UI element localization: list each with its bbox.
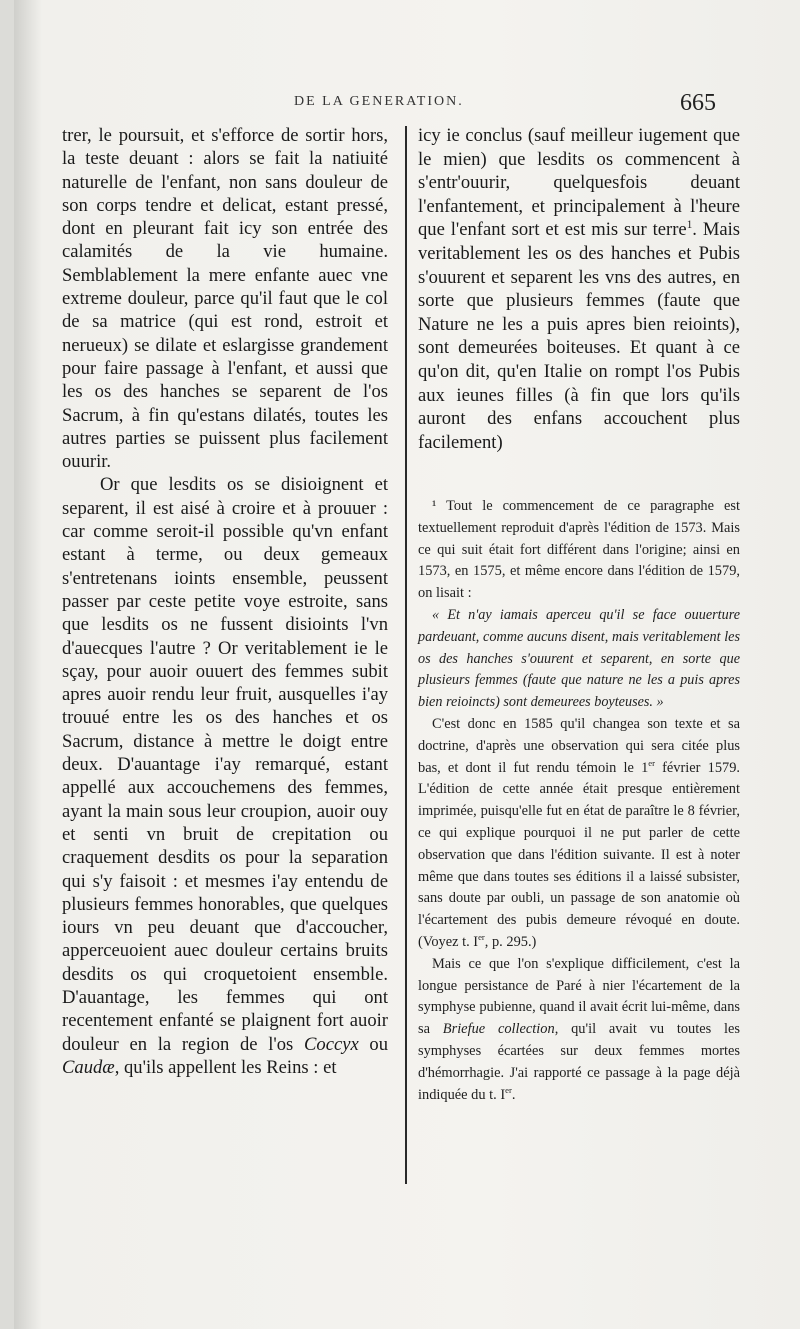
footnote-ref: 1 [686, 219, 693, 232]
right-paragraph-1: icy ie conclus (sauf meilleur iugement que le mien) que lesdits os commencent à s'entr'ouurir, quelquesfois deuant l'enfantement, et principalement à l'heure que l'enfant sort et est mis sur terre$^1$. Mais veritablement les os des hanches et Pubis s'ouurent et separent les vns des autres, en sorte que plusieurs femmes (faute que Nature ne les a puis apres bien reioints), sont demeurées boiteuses. Et quant à ce qu'on dit, qu'en Italie on rompt l'os Pubis aux ieunes filles (à fin que lors qu'ils auront des enfans accouchent plus facilement) [418, 125, 741, 453]
footnote-quote: « Et n'ay iamais aperceu qu'il se face ouuerture pardeuant, comme aucuns disent, mais veritablement les os des hanches s'ouurent et separent, en sorte que plusieurs femmes (faute que nature ne les a puis apres bien reioincts) sont demeurees boyteuses. » [418, 606, 740, 711]
left-paragraph-1: trer, le poursuit, et s'efforce de sortir hors, la teste deuant : alors se fait la natiuité naturelle de l'enfant, non sans douleur de son corps tendre et delicat, estant pressé, dont en pleurant fait icy son entrée des calamités de la vie humaine. Semblablement la mere enfante auec vne extreme douleur, parce qu'il faut que le col de sa matrice (qui est rond, estroit et nerueux) se dilate et eslargisse grandement pour faire passage à l'enfant, et aussi que les os des hanches se separent de l'os Sacrum, à fin qu'estans dilatés, toutes les autres parties se puissent plus facilement ouurir. [62, 125, 388, 473]
book-page [14, 0, 800, 1329]
running-title: DE LA GENERATION. [294, 94, 464, 109]
right-column [418, 124, 740, 454]
page-header [14, 90, 800, 120]
footnote-1: ¹ Tout le commencement de ce paragraphe est textuellement reproduit d'après l'édition de 1573. Mais ce qui suit était fort différent dans l'origine; ainsi en 1573, en 1575, et même encore dans l'édition de 1579, on lisait : [418, 498, 740, 602]
left-paragraph-2: Or que lesdits os se disioignent et separent, il est aisé à croire et à prouuer : car comme seroit-il possible qu'vn enfant estant à terme, ou deux gemeaux s'entretenans ioints ensemble, peussent passer par ceste petite voye estroite, sans que lesdits os ne fussent disioints l'vn d'auecques l'autre ? Or veritablement ie le sçay, pour auoir ouuert des femmes subit apres auoir rendu leur fruit, ausquelles i'ay trouué entre les os des hanches et os Sacrum, distance à mettre le doigt entre deux. D'auantage i'ay remarqué, estant appellé aux accouchemens des femmes, ayant la main sous leur croupion, auoir ouy et senti vn bruit de crepitation ou craquement desdits os pour la separation qui s'y faisoit : et mesmes i'ay entendu de plusieurs femmes honorables, que quelques iours vn peu deuant que d'accoucher, apperceuoient auec douleur certains bruits desdits os qui croquetoient ensemble. D'auantage, les femmes qui ont recentement enfanté se plaignent fort auoir douleur en la region de l'os Coccyx ou Caudæ, qu'ils appellent les Reins : et [62, 474, 388, 1078]
footnote-paragraph-3: Mais ce que l'on s'explique difficilement, c'est la longue persistance de Paré à nier l'écartement de la symphyse pubienne, quand il avait écrit lui-même, dans sa Briefue collection, qu'il avait vu toutes les symphyses écartées sur deux femmes mortes d'hémorrhagie. J'ai rapporté ce passage à la page déjà indiquée du t. Ier. [418, 955, 740, 1103]
footnotes [418, 496, 740, 1106]
footnote-paragraph-2: C'est donc en 1585 qu'il changea son texte et sa doctrine, d'après une observation qui sera citée plus bas, et dont il fut rendu témoin le 1er février 1579. L'édition de cette année était presque entièrement imprimée, puisqu'elle fut en état de paraître le 8 février, ce qui explique pourquoi il ne put parler de cette observation que dans l'édition suivante. Il est à noter même que dans toutes ses éditions il a laissé subsister, sans doute par oubli, un passage de son anatomie où l'écartement des pubis demeure révoqué en doute. (Voyez t. Ier, p. 295.) [418, 715, 740, 950]
footnote-separator [418, 482, 740, 483]
column-divider [405, 126, 407, 1184]
term-coccyx: Coccyx [304, 1033, 359, 1055]
book-title: Briefue collection [442, 1021, 555, 1038]
term-caudae: Caudæ [62, 1056, 115, 1078]
left-column [62, 124, 388, 1079]
page-number: 665 [680, 90, 716, 116]
